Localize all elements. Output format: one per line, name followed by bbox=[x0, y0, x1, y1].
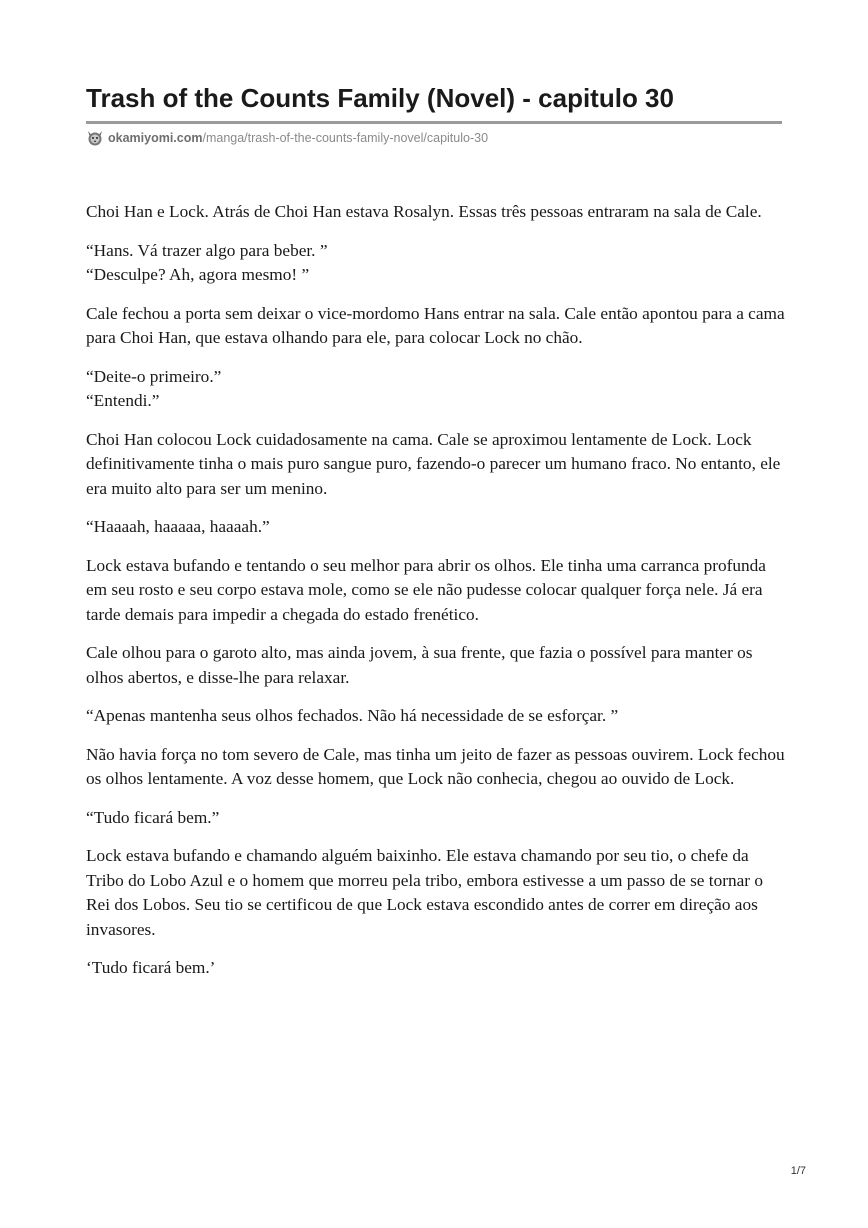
dialogue-line: “Desculpe? Ah, agora mesmo! ” bbox=[86, 265, 310, 284]
page-number: 1/7 bbox=[790, 1165, 806, 1177]
paragraph: Choi Han colocou Lock cuidadosamente na cama. Cale se aproximou lentamente de Lock. Lock definitivamente tinha o mais puro sangue puro, fazendo-o parecer um humano fraco. No entanto, ele era muito alto para ser um menino. bbox=[86, 429, 781, 498]
source-domain[interactable]: okamiyomi.com bbox=[108, 131, 203, 145]
source-path[interactable]: /manga/trash-of-the-counts-family-novel/capitulo-30 bbox=[202, 131, 489, 145]
article-body bbox=[86, 200, 786, 995]
paragraph: “Apenas mantenha seus olhos fechados. Não há necessidade de se esforçar. ” bbox=[86, 706, 619, 725]
source-url[interactable] bbox=[86, 128, 488, 148]
paragraph: Cale olhou para o garoto alto, mas ainda jovem, à sua frente, que fazia o possível para manter os olhos abertos, e disse-lhe para relaxar. bbox=[86, 643, 753, 687]
title-divider bbox=[86, 121, 782, 124]
paragraph: Cale fechou a porta sem deixar o vice-mordomo Hans entrar na sala. Cale então apontou para a cama para Choi Han, que estava olhando para ele, para colocar Lock no chão. bbox=[86, 303, 785, 347]
paragraph: Choi Han e Lock. Atrás de Choi Han estava Rosalyn. Essas três pessoas entraram na sala de Cale. bbox=[86, 202, 762, 221]
paragraph: ‘Tudo ficará bem.’ bbox=[86, 958, 216, 977]
paragraph: “Tudo ficará bem.” bbox=[86, 807, 220, 827]
page-title: Trash of the Counts Family (Novel) - capitulo 30 bbox=[86, 83, 674, 113]
paragraph: “Haaaah, haaaaa, haaaah.” bbox=[86, 517, 270, 536]
dialogue-paragraph bbox=[86, 365, 786, 414]
paragraph: Lock estava bufando e chamando alguém baixinho. Ele estava chamando por seu tio, o chefe da Tribo do Lobo Azul e o homem que morreu pela tribo, embora estivesse a um passo de se tornar o Rei dos Lobos. Seu tio se certificou de que Lock estava escondido antes de correr em direção aos invasores. bbox=[86, 846, 764, 939]
dialogue-line: “Entendi.” bbox=[86, 391, 160, 410]
dialogue-line: “Hans. Vá trazer algo para beber. ” bbox=[86, 240, 328, 260]
dialogue-line: “Deite-o primeiro.” bbox=[86, 366, 222, 386]
paragraph: Lock estava bufando e tentando o seu melhor para abrir os olhos. Ele tinha uma carranca profunda em seu rosto e seu corpo estava mole, como se ele não pudesse colocar qualquer força nele. Já era tarde demais para impedir a chegada do estado frenético. bbox=[86, 555, 766, 624]
dialogue-paragraph bbox=[86, 239, 786, 288]
paragraph: Não havia força no tom severo de Cale, mas tinha um jeito de fazer as pessoas ouvirem. Lock fechou os olhos lentamente. A voz desse homem, que Lock não conhecia, chegou ao ouvido de Lock. bbox=[86, 744, 785, 788]
wolf-logo-icon bbox=[86, 129, 104, 147]
